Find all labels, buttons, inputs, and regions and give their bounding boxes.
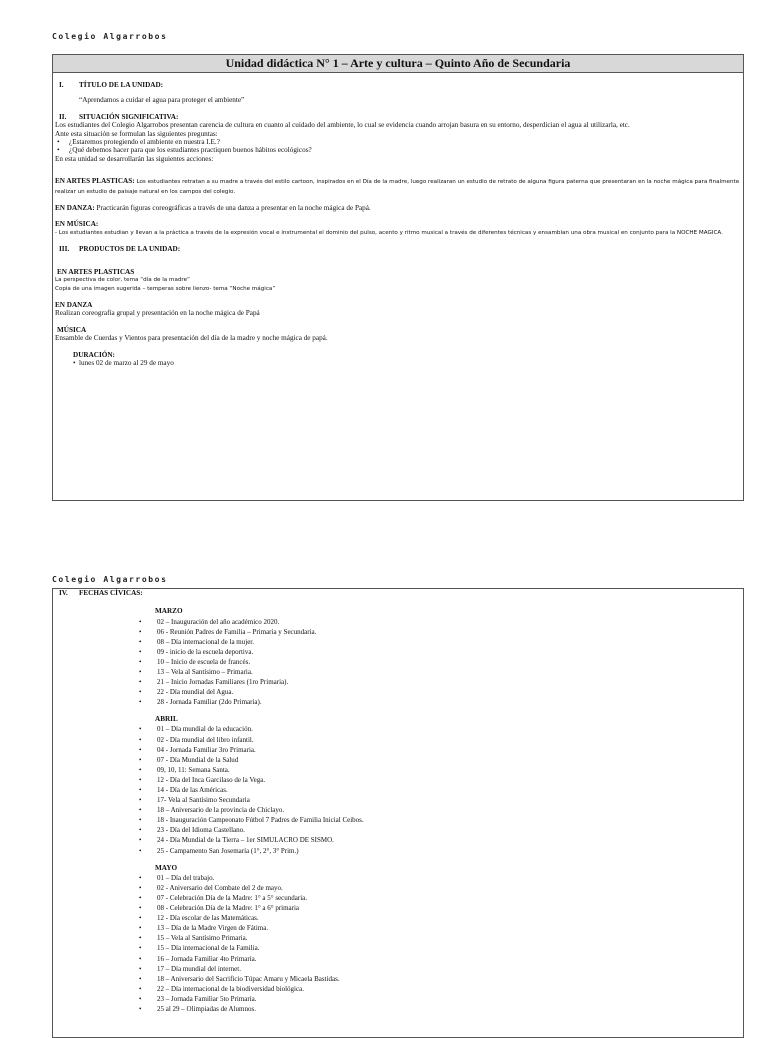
- artes-action: EN ARTES PLASTICAS: Los estudiantes retratan a su madre a través del estilo cartoon, inspirados en el Día de la madre, luego realizaran un estudio de retrato de alguna figura paterna que presentaran en la noche mágica para finalmente realizar un estudio de paisaje natural en los campos del colegio.: [55, 177, 740, 195]
- school-name-header: Colegio Algarrobos: [52, 32, 168, 41]
- dates-page-box: [52, 588, 744, 1038]
- list-item: • 23 – Jornada Familiar 5to Primaria.: [55, 994, 741, 1004]
- list-item: • 09 - inicio de la escuela deportiva.: [55, 647, 741, 657]
- list-item: • 21 – Inicio Jornadas Familiares (1ro Primaria).: [55, 677, 741, 687]
- danza-action: EN DANZA: Practicarán figuras coreográficas a través de una danza a presentar en la noche mágica de Papá.: [55, 204, 371, 213]
- list-item: • 24 - Día Mundial de la Tierra – 1er SIMULACRO DE SISMO.: [55, 835, 741, 845]
- list-item: • 07 - Día Mundial de la Salud: [55, 755, 741, 765]
- situation-paragraph: Los estudiantes del Colegio Algarrobos presentan carencia de cultura en cuanto al cuidado del ambiente, lo cual se evidencia cuando arrojan basura en su entorno, desperdician el agua al utilizarla, etc.: [55, 121, 630, 130]
- actions-intro: En esta unidad se desarrollarán las siguientes acciones:: [55, 154, 214, 163]
- questions-intro: Ante esta situación se formulan las siguientes preguntas:: [55, 129, 218, 138]
- list-item: • 22 – Día internacional de la biodiversidad biológica.: [55, 984, 741, 994]
- dates-content: [53, 589, 743, 1014]
- marzo-dates-list: [55, 617, 741, 708]
- month-heading-abril: ABRIL: [155, 715, 178, 724]
- list-item: • 28 - Jornada Familiar (2do Primaria).: [55, 697, 741, 707]
- list-item: • 17- Vela al Santísimo Secundaria: [55, 795, 741, 805]
- list-item: • 22 - Día mundial del Agua.: [55, 687, 741, 697]
- list-item: • 25 - Campamento San Josemaría (1°, 2°, 3° Prim.): [55, 846, 741, 856]
- section-3-heading: III. PRODUCTOS DE LA UNIDAD:: [59, 245, 181, 254]
- unit-content: [53, 73, 743, 367]
- products-danza-label: EN DANZA: [55, 300, 93, 309]
- unit-page-box: [52, 54, 744, 501]
- list-item: • 18 – Aniversario de la provincia de Chiclayo.: [55, 805, 741, 815]
- list-item: • 12 - Día del Inca Garcilaso de la Vega.: [55, 775, 741, 785]
- products-artes-line: Copia de una imagen sugerida – temperas sobre lienzo- tema “Noche mágica”: [55, 285, 276, 292]
- unit-title: Unidad didáctica N° 1 – Arte y cultura – Quinto Año de Secundaria: [53, 55, 743, 73]
- duration-list: [55, 359, 741, 367]
- section-2-heading: II. SITUACIÓN SIGNIFICATIVA:: [59, 112, 179, 121]
- list-item: • 06 - Reunión Padres de Familia – Primaria y Secundaria.: [55, 627, 741, 637]
- musica-action: - Los estudiantes estudian y llevan a la práctica a través de la expresión vocal e instrumental el dominio del pulso, acento y ritmo musical a través de diferentes técnicas y ensamblan una obra musical en conjunto para la NOCHE MAGICA.: [55, 229, 723, 236]
- list-item: • 13 – Vela al Santísimo – Primaria.: [55, 667, 741, 677]
- list-item: • 02 - Día mundial del libro infantil.: [55, 735, 741, 745]
- list-item: • 15 – Vela al Santísimo Primaria.: [55, 933, 741, 943]
- musica-label: EN MÚSICA:: [55, 220, 99, 229]
- abril-dates-list: [55, 724, 741, 855]
- mayo-dates-list: [55, 873, 741, 1014]
- list-item: • 25 al 29 – Olimpiadas de Alumnos.: [55, 1004, 741, 1014]
- products-musica-text: Ensamble de Cuerdas y Vientos para presentación del día de la madre y noche mágica de papá.: [55, 334, 328, 343]
- list-item: • 09, 10, 11: Semana Santa.: [55, 765, 741, 775]
- list-item: • 17 – Día mundial del internet.: [55, 964, 741, 974]
- list-item: • 16 – Jornada Familiar 4to Primaria.: [55, 954, 741, 964]
- list-item: • 02 – Inauguración del año académico 2020.: [55, 617, 741, 627]
- list-item: • 10 – Inicio de escuela de francés.: [55, 657, 741, 667]
- list-item: • 18 - Inauguración Campeonato Fútbol 7 Padres de Familia Inicial Ceibos.: [55, 815, 741, 825]
- list-item: • 14 - Día de las Américas.: [55, 785, 741, 795]
- section-1-heading: I. TÍTULO DE LA UNIDAD:: [59, 81, 164, 89]
- school-name-header: Colegio Algarrobos: [52, 575, 168, 584]
- products-danza-text: Realizan coreografía grupal y presentación en la noche mágica de Papá: [55, 309, 260, 318]
- section-4-heading: IV. FECHAS CÍVICAS:: [59, 589, 143, 597]
- list-item: • 08 – Día internacional de la mujer.: [55, 637, 741, 647]
- list-item: • 13 – Día de la Madre Virgen de Fátima.: [55, 923, 741, 933]
- list-item: • 15 – Día internacional de la Familia.: [55, 943, 741, 953]
- list-item: • ¿Qué debemos hacer para que los estudiantes practiquen buenos hábitos ecológicos?: [55, 146, 741, 154]
- list-item: • lunes 02 de marzo al 29 de mayo: [71, 359, 741, 367]
- month-heading-marzo: MARZO: [155, 607, 183, 616]
- products-artes-label: EN ARTES PLASTICAS: [57, 267, 135, 276]
- duration-label: DURACIÓN:: [73, 350, 115, 359]
- unit-title-text: “Aprendamos a cuidar el agua para proteger el ambiente”: [79, 96, 245, 105]
- list-item: • ¿Estaremos protegiendo el ambiente en nuestra I.E.?: [55, 138, 741, 146]
- list-item: • 12 - Día escolar de las Matemáticas.: [55, 913, 741, 923]
- list-item: • 08 - Celebración Día de la Madre: 1° a 6° primaria: [55, 903, 741, 913]
- products-musica-label: MÚSICA: [57, 325, 87, 334]
- list-item: • 02 - Aniversario del Combate del 2 de mayo.: [55, 883, 741, 893]
- list-item: • 01 – Día mundial de la educación.: [55, 724, 741, 734]
- list-item: • 23 - Día del Idioma Castellano.: [55, 825, 741, 835]
- month-heading-mayo: MAYO: [155, 863, 178, 872]
- list-item: • 18 – Aniversario del Sacrificio Túpac Amaru y Micaela Bastidas.: [55, 974, 741, 984]
- questions-list: [55, 138, 741, 155]
- list-item: • 01 – Día del trabajo.: [55, 873, 741, 883]
- products-artes-line: La perspectiva de color, tema “día de la madre”: [55, 277, 190, 284]
- list-item: • 07 - Celebración Día de la Madre: 1° a 5° secundaria.: [55, 893, 741, 903]
- list-item: • 04 - Jornada Familiar 3ro Primaria.: [55, 745, 741, 755]
